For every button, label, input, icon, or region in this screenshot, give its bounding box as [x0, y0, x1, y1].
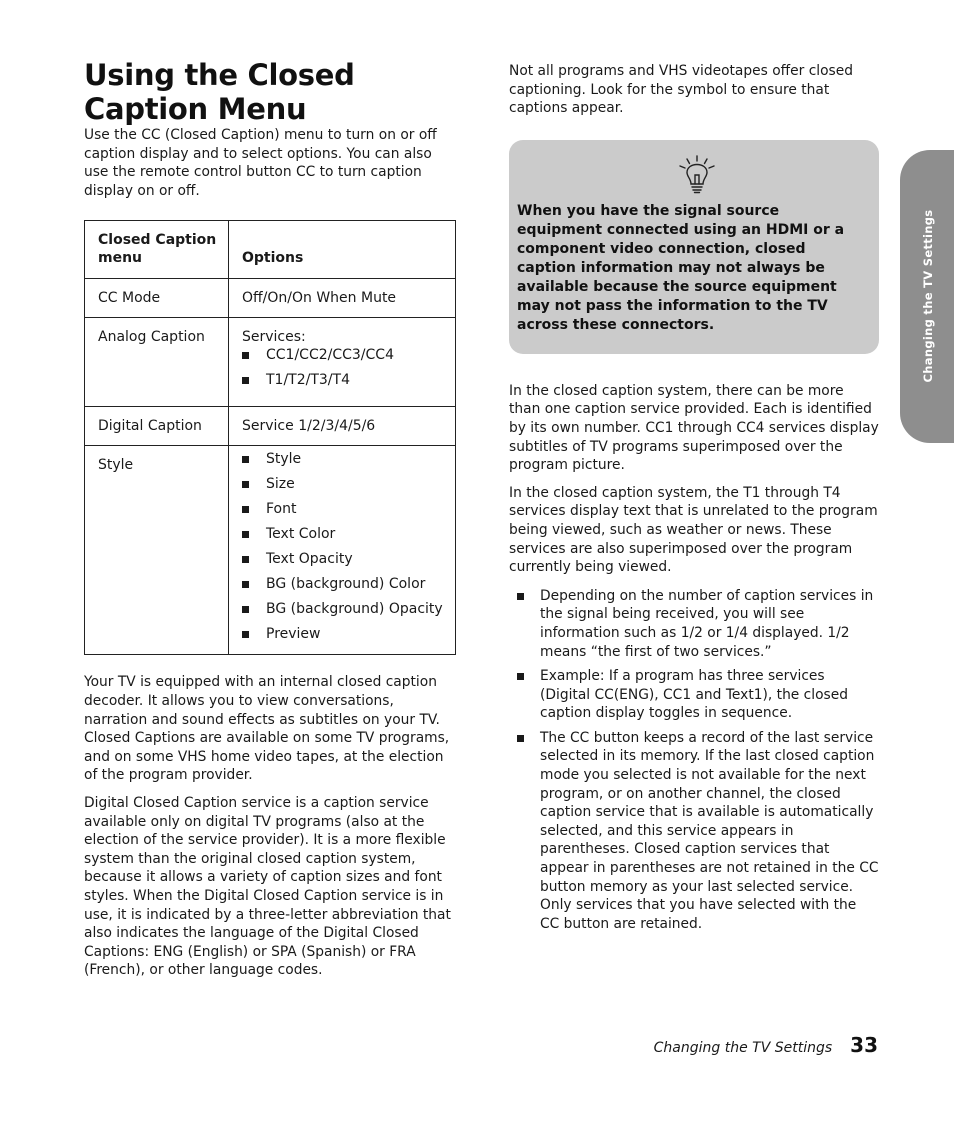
side-tab-text: Changing the TV Settings	[921, 209, 935, 383]
caption-services-paragraph: In the closed caption system, there can be more than one caption service provided. Each is identified by its own number. CC1 through CC4 services display subtitles of TV programs superimposed over the program picture.	[509, 382, 879, 474]
list-item: BG (background) Opacity	[242, 600, 447, 618]
list-item: The CC button keeps a record of the last service selected in its memory. If the last closed caption mode you selected is not available for the next program, or on another channel, the closed caption service that is available is automatically selected, and this service appears in parentheses. Closed caption services that appear in parentheses are not retained in the CC button memory as your last selected service. Only services that you have selected with the CC button are retained.	[509, 729, 879, 934]
intro-paragraph: Use the CC (Closed Caption) menu to turn on or off caption display and to select options. You can also use the remote control button CC to turn caption display on or off.	[84, 127, 437, 199]
caption-notes-list	[509, 587, 879, 934]
row-value-analog-caption	[229, 318, 456, 407]
row-label-cc-mode: CC Mode	[85, 279, 229, 318]
list-item: Size	[242, 475, 447, 493]
list-item: CC1/CC2/CC3/CC4	[242, 346, 447, 364]
row-label-analog-caption: Analog Caption	[85, 318, 229, 407]
style-options-list	[242, 450, 447, 643]
decoder-paragraph: Your TV is equipped with an internal closed caption decoder. It allows you to view conversations, narration and sound effects as subtitles on your TV. Closed Captions are available on some TV programs, and on some VHS home video tapes, at the election of the program provider.	[84, 674, 450, 784]
table-row	[85, 318, 456, 407]
list-item: Preview	[242, 625, 447, 643]
table-row	[85, 446, 456, 655]
row-value-digital-caption: Service 1/2/3/4/5/6	[229, 407, 456, 446]
row-value-style	[229, 446, 456, 655]
digital-cc-paragraph: Digital Closed Caption service is a caption service available only on digital TV programs (also at the election of the service provider). It is a more flexible system than the original closed caption system, because it allows a variety of caption sizes and font styles. When the Digital Closed Caption service is in use, it is indicated by a three-letter abbreviation that also indicates the language of the Digital Closed Captions: ENG (English) or SPA (Spanish) or FRA (French), or other language codes.	[84, 794, 451, 979]
text-services-paragraph: In the closed caption system, the T1 through T4 services display text that is unrelated to the program being viewed, such as weather or news. These services are also superimposed over the program currently being viewed.	[509, 484, 878, 576]
page-title: Using the Closed Caption Menu	[84, 58, 355, 126]
list-item: BG (background) Color	[242, 575, 447, 593]
closed-caption-options-table	[84, 220, 456, 655]
row-label-style: Style	[85, 446, 229, 655]
lightbulb-icon	[677, 154, 717, 196]
symbol-note-paragraph: Not all programs and VHS videotapes offer closed captioning. Look for the symbol to ensure that captions appear.	[509, 63, 853, 117]
list-item: T1/T2/T3/T4	[242, 371, 447, 389]
list-item: Font	[242, 500, 447, 518]
row-value-cc-mode: Off/On/On When Mute	[229, 279, 456, 318]
tip-box	[509, 140, 879, 354]
table-header-options: Options	[229, 221, 456, 279]
tip-text: When you have the signal source equipment connected using an HDMI or a component video connection, closed caption information may not always be available because the source equipment may not pass the information to the TV across these connectors.	[517, 202, 845, 333]
row-label-digital-caption: Digital Caption	[85, 407, 229, 446]
right-column	[509, 62, 879, 939]
list-item: Style	[242, 450, 447, 468]
list-item: Text Color	[242, 525, 447, 543]
list-item: Example: If a program has three services (Digital CC(ENG), CC1 and Text1), the closed caption display toggles in sequence.	[509, 667, 879, 723]
table-header-menu: Closed Caption menu	[85, 221, 229, 279]
left-column	[84, 58, 456, 989]
table-row	[85, 279, 456, 318]
list-item: Depending on the number of caption services in the signal being received, you will see information such as 1/2 or 1/4 displayed. 1/2 means “the first of two services.”	[509, 587, 879, 661]
page-footer	[654, 1033, 878, 1057]
list-item: Text Opacity	[242, 550, 447, 568]
table-header-row	[85, 221, 456, 279]
footer-section-title: Changing the TV Settings	[653, 1040, 833, 1056]
analog-services-list	[242, 346, 447, 389]
table-row	[85, 407, 456, 446]
page-number: 33	[850, 1033, 878, 1057]
services-label: Services:	[242, 329, 306, 346]
